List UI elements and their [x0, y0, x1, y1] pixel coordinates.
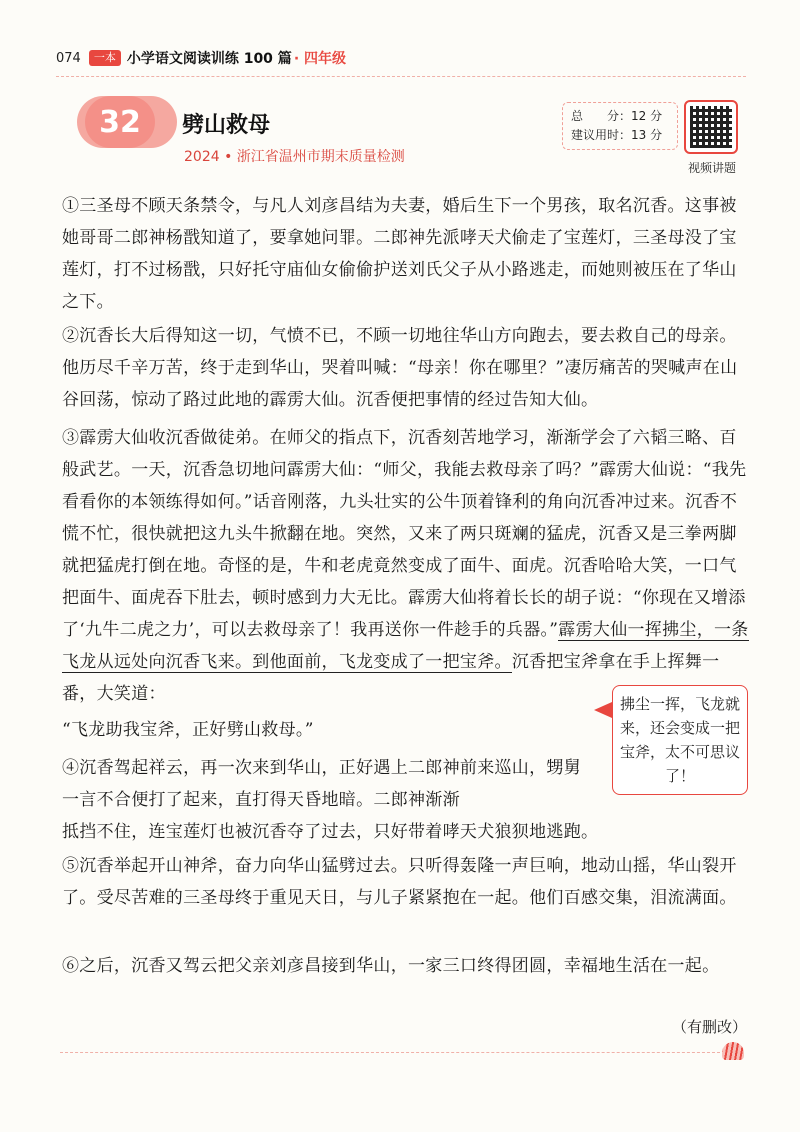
paragraph-3-quote: “飞龙助我宝斧，正好劈山救母。” [62, 720, 314, 740]
series-title: 小学语文阅读训练 100 篇 [126, 51, 292, 67]
article-source: 2024 • 浙江省温州市期末质量检测 [184, 149, 405, 165]
paragraph-3-tail: 沉香把宝斧拿在手上挥舞一番，大笑道： [62, 652, 720, 704]
qr-caption: 视频讲题 [688, 161, 737, 175]
qr-code[interactable] [684, 100, 738, 154]
score-box [562, 102, 678, 150]
brand-logo: 一本 [89, 50, 121, 66]
annotation-bubble: 拂尘一挥，飞龙就来，还会变成一把宝斧，太不可思议了！ [612, 685, 748, 795]
footer-divider [60, 1052, 720, 1053]
paragraph-3 [62, 422, 752, 710]
article-title: 劈山救母 [182, 112, 271, 138]
paragraph-5: ⑤沉香举起开山神斧，奋力向华山猛劈过去。只听得轰隆一声巨响，地动山摇，华山裂开了。受尽苦难的三圣母终于重见天日，与儿子紧紧抱在一起。他们百感交集，泪流满面。 [62, 856, 737, 908]
page-number: 074 [56, 50, 81, 66]
suggested-time: 建议用时：13 分 [571, 128, 663, 142]
qr-pattern [690, 106, 732, 148]
header-divider [56, 76, 746, 77]
shell-icon [722, 1042, 744, 1060]
annotation-pointer [594, 702, 612, 718]
article-number-badge: 32 [85, 96, 155, 148]
revision-note: （有删改） [672, 1018, 748, 1036]
paragraph-6: ⑥之后，沉香又驾云把父亲刘彦昌接到华山，一家三口终得团圆，幸福地生活在一起。 [62, 956, 720, 976]
total-score: 总 分：12 分 [571, 109, 663, 123]
grade-label: · 四年级 [293, 51, 347, 67]
paragraph-4-cont: 抵挡不住，连宝莲灯也被沉香夺了过去，只好带着哮天犬狼狈地逃跑。 [62, 822, 599, 842]
paragraph-4: ④沉香驾起祥云，再一次来到华山，正好遇上二郎神前来巡山，甥舅一言不合便打了起来，直打得天昏地暗。二郎神渐渐 [62, 758, 581, 810]
paragraph-3-text: ③霹雳大仙收沉香做徒弟。在师父的指点下，沉香刻苦地学习，渐渐学会了六韬三略、百般武艺。一天，沉香急切地问霹雳大仙：“师父，我能去救母亲了吗？”霹雳大仙说：“我先看看你的本领练得如何。”话音刚落，九头壮实的公牛顶着锋利的角向沉香冲过来。沉香不慌不忙，很快就把这九头牛掀翻在地。突然，又来了两只斑斓的猛虎，沉香又是三拳两脚就把猛虎打倒在地。奇怪的是，牛和老虎竟然变成了面牛、面虎。沉香哈哈大笑，一口气把面牛、面虎吞下肚去，顿时感到力大无比。霹雳大仙将着长长的胡子说：“你现在又增添了‘九牛二虎之力’，可以去救母亲了！我再送你一件趁手的兵器。” [62, 428, 747, 640]
underlined-sentence: 霹雳大仙一挥拂尘，一条飞龙从远处向沉香飞来。到他面前，飞龙变成了一把宝斧。 [62, 620, 749, 672]
paragraph-2: ②沉香长大后得知这一切，气愤不已，不顾一切地往华山方向跑去，要去救自己的母亲。他历尽千辛万苦，终于走到华山，哭着叫喊：“母亲！你在哪里？”凄厉痛苦的哭喊声在山谷回荡，惊动了路过此地的霹雳大仙。沉香便把事情的经过告知大仙。 [62, 326, 738, 410]
page-header [56, 48, 346, 68]
paragraph-1: ①三圣母不顾天条禁令，与凡人刘彦昌结为夫妻，婚后生下一个男孩，取名沉香。这事被她哥哥二郎神杨戬知道了，要拿她问罪。二郎神先派哮天犬偷走了宝莲灯，三圣母没了宝莲灯，打不过杨戬，只好托守庙仙女偷偷护送刘氏父子从小路逃走，而她则被压在了华山之下。 [62, 196, 737, 312]
